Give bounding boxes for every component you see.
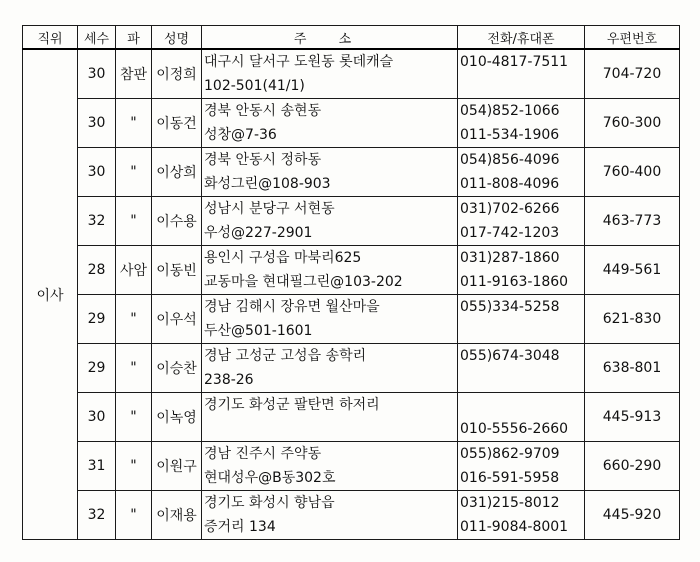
table-row (23, 148, 680, 197)
name-cell: 이정희 (152, 49, 202, 99)
faction-cell: " (116, 491, 152, 540)
faction-cell: " (116, 393, 152, 442)
faction-cell: " (116, 99, 152, 148)
phone-cell (458, 246, 585, 295)
faction-cell: " (116, 197, 152, 246)
faction-cell: " (116, 344, 152, 393)
phone-line: 031)215-8012 (460, 495, 560, 511)
age-cell: 30 (78, 148, 116, 197)
name-cell: 이원구 (152, 442, 202, 491)
postal-code-cell: 463-773 (585, 197, 680, 246)
address-cell (202, 49, 458, 99)
address-line: 102-501(41/1) (204, 78, 305, 94)
name-cell: 이승찬 (152, 344, 202, 393)
address-line: 경기도 화성군 팔탄면 하저리 (204, 397, 380, 413)
phone-line: 016-591-5958 (460, 470, 560, 486)
table-row (23, 393, 680, 442)
address-line: 경남 진주시 주약동 (204, 446, 322, 462)
address-cell (202, 491, 458, 540)
address-line: 경남 고성군 고성읍 송학리 (204, 348, 367, 364)
table-row (23, 246, 680, 295)
table-row (23, 49, 680, 99)
address-line: 대구시 달서구 도원동 롯데캐슬 (204, 54, 394, 70)
postal-code-cell: 660-290 (585, 442, 680, 491)
age-cell: 30 (78, 99, 116, 148)
phone-line (460, 319, 582, 343)
age-cell: 30 (78, 49, 116, 99)
address-line: 현대성우@B동302호 (204, 470, 336, 486)
phone-line (460, 368, 582, 392)
phone-line: 055)674-3048 (460, 348, 560, 364)
name-cell: 이우석 (152, 295, 202, 344)
header-age: 세수 (78, 26, 116, 50)
age-cell: 29 (78, 344, 116, 393)
age-cell: 32 (78, 197, 116, 246)
phone-cell (458, 197, 585, 246)
faction-cell: " (116, 442, 152, 491)
address-cell (202, 295, 458, 344)
address-cell (202, 197, 458, 246)
name-cell: 이재용 (152, 491, 202, 540)
faction-cell: " (116, 148, 152, 197)
phone-line: 031)702-6266 (460, 201, 560, 217)
age-cell: 31 (78, 442, 116, 491)
age-cell: 30 (78, 393, 116, 442)
phone-cell (458, 393, 585, 442)
phone-cell (458, 148, 585, 197)
header-postal: 우편번호 (585, 26, 680, 50)
header-faction: 파 (116, 26, 152, 50)
name-cell: 이수용 (152, 197, 202, 246)
phone-line: 011-808-4096 (460, 176, 560, 192)
address-cell (202, 148, 458, 197)
name-cell: 이동빈 (152, 246, 202, 295)
address-cell (202, 442, 458, 491)
postal-code-cell: 760-300 (585, 99, 680, 148)
name-cell: 이동건 (152, 99, 202, 148)
header-address: 주 소 (202, 26, 458, 50)
phone-line (460, 393, 582, 417)
postal-code-cell: 449-561 (585, 246, 680, 295)
header-phone: 전화/휴대폰 (458, 26, 585, 50)
phone-cell (458, 442, 585, 491)
address-line: 238-26 (204, 372, 254, 388)
address-line: 우성@227-2901 (204, 225, 313, 241)
roster-body (23, 49, 680, 540)
address-cell (202, 99, 458, 148)
postal-code-cell: 638-801 (585, 344, 680, 393)
table-row (23, 99, 680, 148)
address-line: 경북 안동시 정하동 (204, 152, 322, 168)
postal-code-cell: 621-830 (585, 295, 680, 344)
age-cell: 29 (78, 295, 116, 344)
phone-line: 011-9163-1860 (460, 274, 569, 290)
phone-cell (458, 295, 585, 344)
postal-code-cell: 445-920 (585, 491, 680, 540)
address-cell (202, 393, 458, 442)
phone-line: 010-5556-2660 (460, 421, 569, 437)
phone-cell (458, 99, 585, 148)
address-cell (202, 344, 458, 393)
phone-line: 031)287-1860 (460, 250, 560, 266)
name-cell: 이녹영 (152, 393, 202, 442)
address-line: 성남시 분당구 서현동 (204, 201, 335, 217)
phone-line: 054)852-1066 (460, 103, 560, 119)
phone-line: 054)856-4096 (460, 152, 560, 168)
address-line: 두산@501-1601 (204, 323, 313, 339)
postal-code-cell: 704-720 (585, 49, 680, 99)
postal-code-cell: 445-913 (585, 393, 680, 442)
phone-line: 011-534-1906 (460, 127, 560, 143)
phone-line: 055)862-9709 (460, 446, 560, 462)
phone-line: 010-4817-7511 (460, 54, 569, 70)
faction-cell: " (116, 295, 152, 344)
phone-line: 055)334-5258 (460, 299, 560, 315)
member-roster-table (22, 25, 680, 540)
address-line (204, 417, 455, 441)
postal-code-cell: 760-400 (585, 148, 680, 197)
phone-cell (458, 344, 585, 393)
age-cell: 28 (78, 246, 116, 295)
address-line: 경기도 화성시 향남읍 (204, 495, 335, 511)
header-position: 직위 (23, 26, 78, 50)
address-line: 용인시 구성읍 마북리625 (204, 250, 362, 266)
phone-line (460, 74, 582, 98)
table-row (23, 295, 680, 344)
table-row (23, 197, 680, 246)
address-line: 경남 김해시 장유면 월산마을 (204, 299, 380, 315)
phone-line: 017-742-1203 (460, 225, 560, 241)
header-name: 성명 (152, 26, 202, 50)
table-row (23, 344, 680, 393)
address-line: 교동마을 현대필그린@103-202 (204, 274, 403, 290)
phone-line: 011-9084-8001 (460, 519, 569, 535)
address-line: 화성그린@108-903 (204, 176, 331, 192)
position-cell: 이사 (23, 49, 78, 540)
address-line: 경북 안동시 송현동 (204, 103, 322, 119)
phone-cell (458, 491, 585, 540)
faction-cell: 참판 (116, 49, 152, 99)
phone-cell (458, 49, 585, 99)
name-cell: 이상희 (152, 148, 202, 197)
faction-cell: 사암 (116, 246, 152, 295)
address-cell (202, 246, 458, 295)
age-cell: 32 (78, 491, 116, 540)
address-line: 성창@7-36 (204, 127, 277, 143)
header-row (23, 26, 680, 50)
address-line: 증거리 134 (204, 519, 276, 535)
table-row (23, 442, 680, 491)
table-row (23, 491, 680, 540)
